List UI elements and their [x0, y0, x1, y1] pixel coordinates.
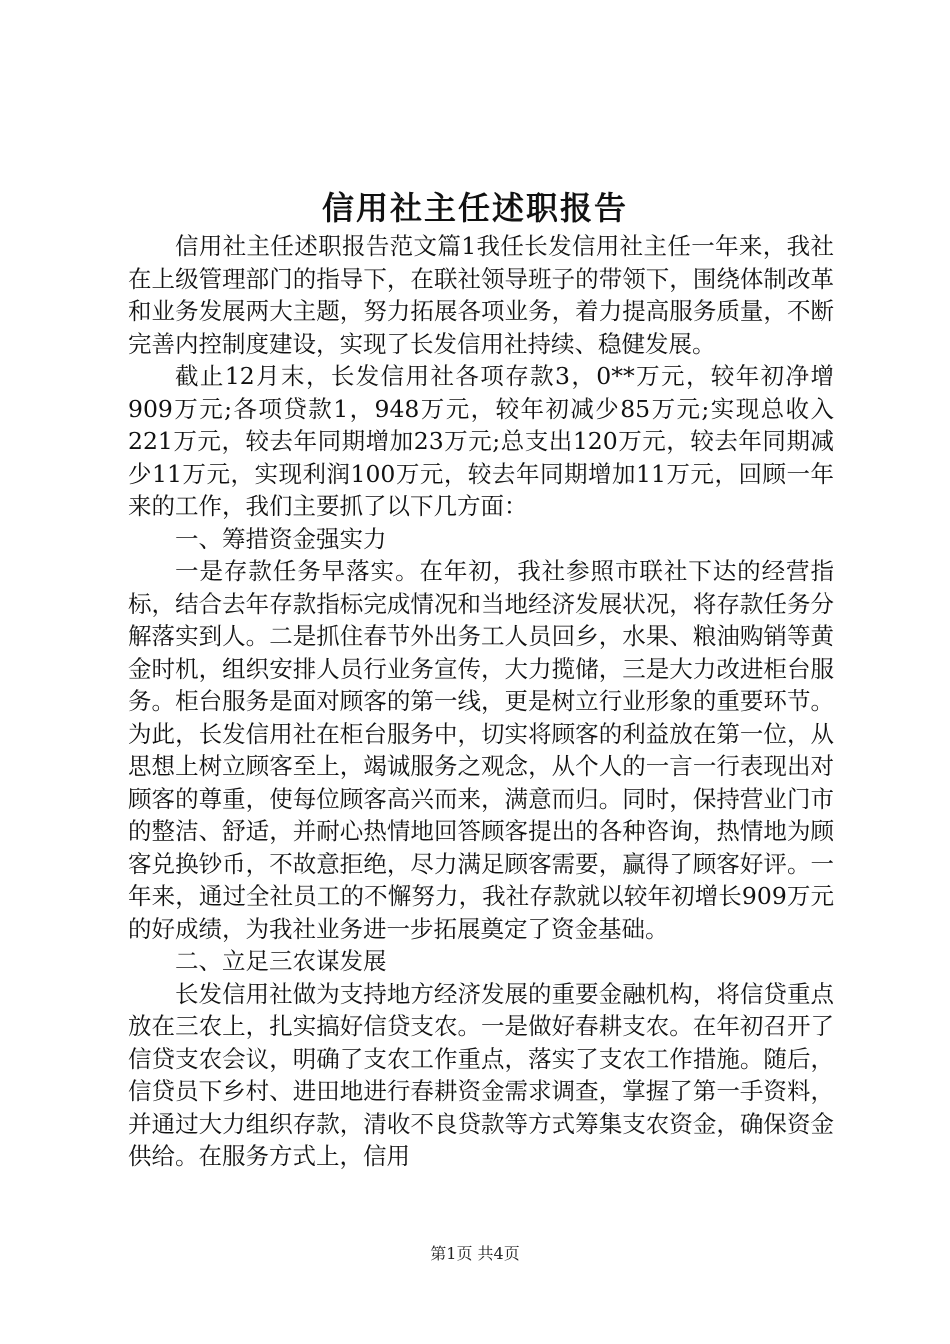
document-body: [128, 230, 834, 1173]
paragraph-section-2: 长发信用社做为支持地方经济发展的重要金融机构，将信贷重点放在三农上，扎实搞好信贷支农。一是做好春耕支农。在年初召开了信贷支农会议，明确了支农工作重点，落实了支农工作措施。随后，信贷员下乡村、进田地进行春耕资金需求调查，掌握了第一手资料，并通过大力组织存款，清收不良贷款等方式筹集支农资金，确保资金供给。在服务方式上，信用: [128, 979, 834, 1170]
section-heading-2: 二、立足三农谋发展: [175, 947, 387, 975]
paragraph-intro: 信用社主任述职报告范文篇1我任长发信用社主任一年来，我社在上级管理部门的指导下，在联社领导班子的带领下，围绕体制改革和业务发展两大主题，努力拓展各项业务，着力提高服务质量，不断完善内控制度建设，实现了长发信用社持续、稳健发展。: [128, 232, 834, 358]
document-title: 信用社主任述职报告: [321, 189, 628, 227]
paragraph-section-1: 一是存款任务早落实。在年初，我社参照市联社下达的经营指标，结合去年存款指标完成情况和当地经济发展状况，将存款任务分解落实到人。二是抓住春节外出务工人员回乡，水果、粮油购销等黄金时机，组织安排人员行业务宣传，大力揽储，三是大力改进柜台服务。柜台服务是面对顾客的第一线，更是树立行业形象的重要环节。为此，长发信用社在柜台服务中，切实将顾客的利益放在第一位，从思想上树立顾客至上，竭诚服务之观念，从个人的一言一行表现出对顾客的尊重，使每位顾客高兴而来，满意而归。同时，保持营业门市的整洁、舒适，并耐心热情地回答顾客提出的各种咨询，热情地为顾客兑换钞币，不故意拒绝，尽力满足顾客需要，赢得了顾客好评。一年来，通过全社员工的不懈努力，我社存款就以较年初增长909万元的好成绩，为我社业务进一步拓展奠定了资金基础。: [128, 557, 834, 943]
page-footer: 第1页 共4页: [430, 1244, 520, 1263]
paragraph-summary: 截止12月末，长发信用社各项存款3，0**万元，较年初净增909万元;各项贷款1，948万元，较年初减少85万元;实现总收入221万元，较去年同期增加23万元;总支出120万元，较去年同期减少11万元，实现利润100万元，较去年同期增加11万元，回顾一年来的工作，我们主要抓了以下几方面：: [128, 362, 834, 520]
section-heading-1: 一、筹措资金强实力: [175, 524, 387, 553]
